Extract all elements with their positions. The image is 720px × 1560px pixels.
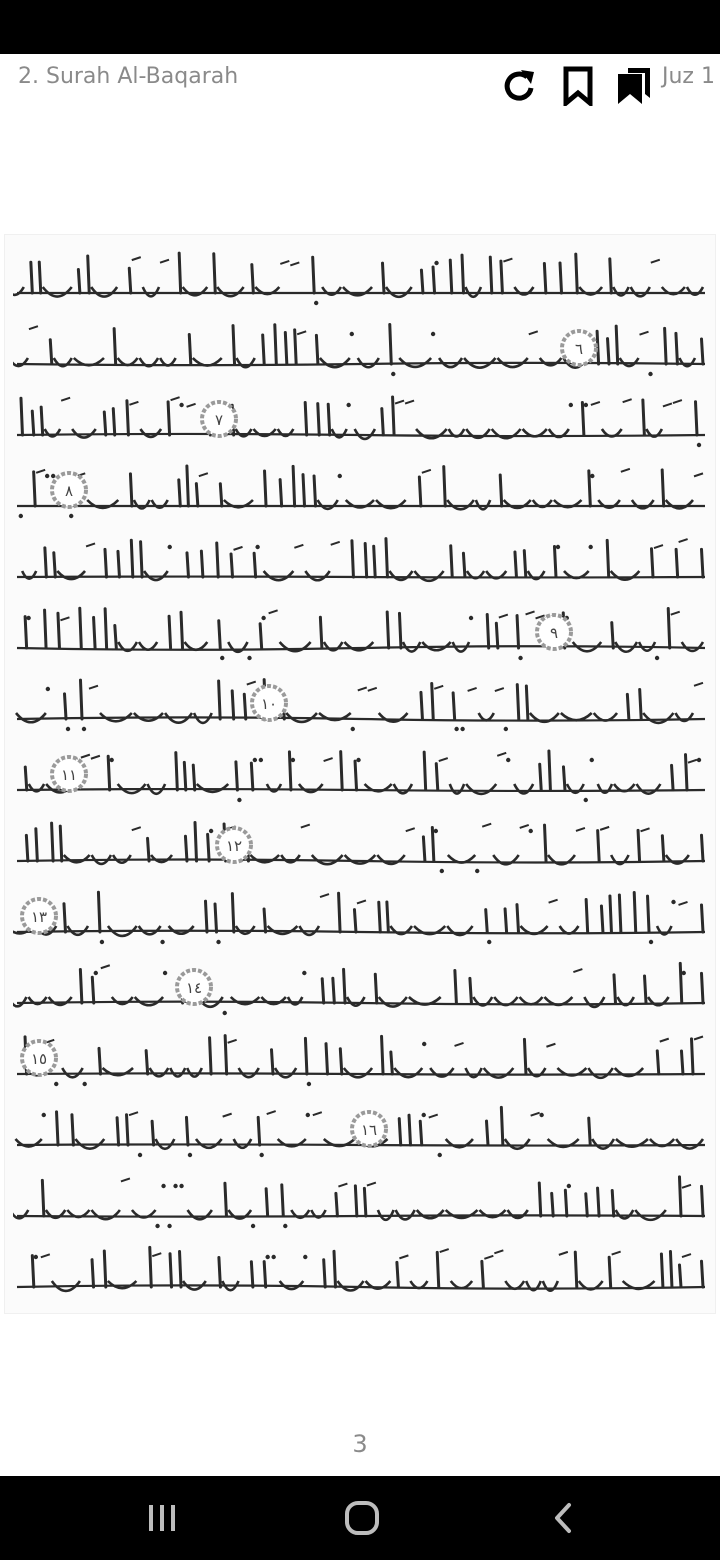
- page-number: 3: [352, 1430, 368, 1458]
- verse-line: [13, 527, 709, 599]
- verse-line: [13, 1237, 709, 1309]
- calligraphy-strokes: [13, 314, 709, 386]
- calligraphy-strokes: [13, 811, 709, 883]
- calligraphy-strokes: [13, 1237, 709, 1309]
- ayah-marker-icon: [17, 894, 61, 938]
- verse-line: [13, 740, 709, 812]
- calligraphy-strokes: [13, 1024, 709, 1096]
- ayah-marker-icon: [47, 468, 91, 512]
- calligraphy-strokes: [13, 598, 709, 670]
- verse-line: [13, 811, 709, 883]
- home-icon[interactable]: [332, 1494, 392, 1542]
- ayah-marker-icon: [197, 397, 241, 441]
- ayah-number: ١٦: [360, 1121, 378, 1139]
- ayah-number: ١٥: [30, 1050, 48, 1068]
- ayah-number: ١٢: [225, 837, 243, 855]
- ayah-number: ١٣: [30, 908, 48, 926]
- verse-line: [13, 1024, 709, 1096]
- quran-page-image: [4, 234, 716, 1314]
- verse-line: [13, 953, 709, 1025]
- calligraphy-strokes: [13, 385, 709, 457]
- juz-label: Juz 1: [662, 64, 715, 89]
- calligraphy-strokes: [13, 527, 709, 599]
- ayah-number: ١٤: [185, 979, 203, 997]
- calligraphy-strokes: [13, 882, 709, 954]
- ayah-number: ٨: [64, 482, 74, 500]
- ayah-marker-icon: [47, 752, 91, 796]
- ayah-marker-icon: [172, 965, 216, 1009]
- ayah-marker-icon: [17, 1036, 61, 1080]
- calligraphy-strokes: [13, 740, 709, 812]
- verse-line: [13, 456, 709, 528]
- ayah-marker-icon: [532, 610, 576, 654]
- ayah-marker-icon: [347, 1107, 391, 1151]
- surah-title: 2. Surah Al-Baqarah: [18, 64, 239, 89]
- ayah-number: ١٠: [260, 695, 278, 713]
- recent-apps-icon[interactable]: [132, 1494, 192, 1542]
- navigation-bar: [0, 1476, 720, 1560]
- ayah-number: ٩: [549, 624, 559, 642]
- ayah-marker-icon: [212, 823, 256, 867]
- verse-line: [13, 669, 709, 741]
- ayah-number: ١١: [60, 766, 78, 784]
- ayah-number: ٧: [214, 411, 224, 429]
- bookmark-icon[interactable]: [556, 64, 600, 108]
- header: [0, 54, 720, 114]
- bookmarks-icon[interactable]: [612, 64, 656, 108]
- verse-line: [13, 882, 709, 954]
- verse-line: [13, 1166, 709, 1238]
- ayah-marker-icon: [557, 326, 601, 370]
- calligraphy-strokes: [13, 953, 709, 1025]
- verse-line: [13, 243, 709, 315]
- refresh-icon[interactable]: [498, 64, 542, 108]
- verse-line: [13, 385, 709, 457]
- status-bar: [0, 0, 720, 54]
- ayah-marker-icon: [247, 681, 291, 725]
- back-icon[interactable]: [534, 1494, 594, 1542]
- calligraphy-strokes: [13, 1166, 709, 1238]
- verse-line: [13, 598, 709, 670]
- verse-line: [13, 314, 709, 386]
- calligraphy-strokes: [13, 243, 709, 315]
- calligraphy-strokes: [13, 456, 709, 528]
- ayah-number: ٦: [574, 340, 584, 358]
- calligraphy-strokes: [13, 669, 709, 741]
